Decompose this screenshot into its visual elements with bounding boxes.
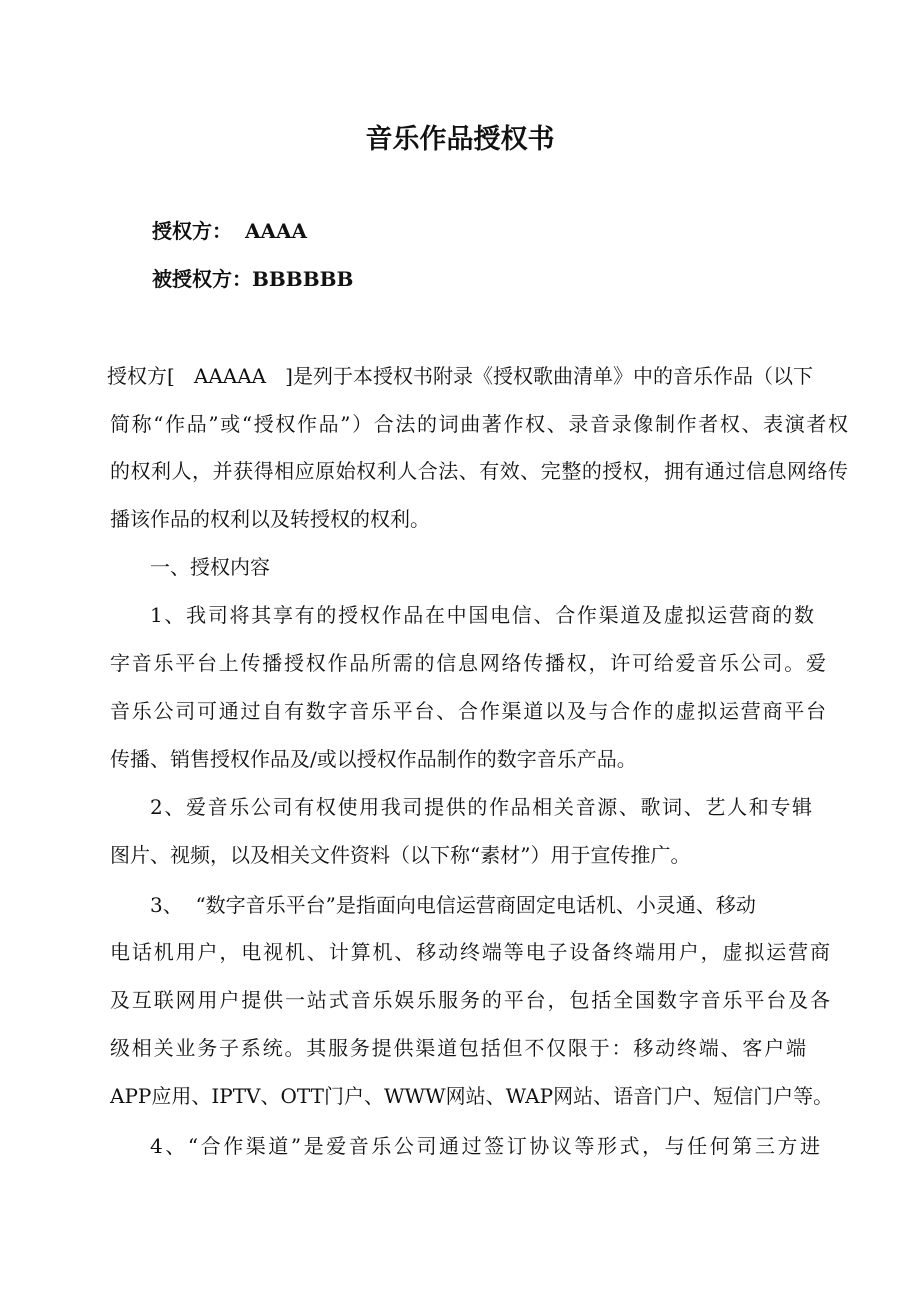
clause-3-line: APP应用、IPTV、OTT门户、WWW网站、WAP网站、语音门户、短信门户等。 [110, 1084, 834, 1108]
clause-3-line: 及互联网用户提供一站式音乐娱乐服务的平台，包括全国数字音乐平台及各 [110, 988, 830, 1012]
licensee-value: BBBBBB [252, 267, 354, 291]
clause-2-line: 2、爱音乐公司有权使用我司提供的作品相关音源、歌词、艺人和专辑 [150, 795, 812, 819]
clause-4-line: 4、“合作渠道”是爱音乐公司通过签订协议等形式，与任何第三方进 [150, 1134, 820, 1158]
clause-1-line: 音乐公司可通过自有数字音乐平台、合作渠道以及与合作的虚拟运营商平台 [110, 699, 826, 723]
licensee-label: 被授权方： [152, 267, 252, 291]
intro-line: 播该作品的权利以及转授权的权利。 [110, 507, 430, 531]
clause-2-line: 图片、视频，以及相关文件资料（以下称“素材”）用于宣传推广。 [110, 843, 691, 867]
clause-1-line: 传播、销售授权作品及/或以授权作品制作的数字音乐产品。 [110, 747, 637, 771]
clause-3-line: 电话机用户，电视机、计算机、移动终端等电子设备终端用户，虚拟运营商 [110, 940, 830, 964]
licensor-line [152, 218, 307, 244]
intro-line: 简称“作品”或“授权作品”）合法的词曲著作权、录音录像制作者权、表演者权 [110, 412, 848, 436]
intro-line: 的权利人，并获得相应原始权利人合法、有效、完整的授权，拥有通过信息网络传 [110, 459, 848, 483]
document-title: 音乐作品授权书 [365, 124, 555, 155]
licensor-value: AAAA [244, 219, 308, 243]
clause-3-line: 级相关业务子系统。其服务提供渠道包括但不仅限于：移动终端、客户端 [110, 1036, 806, 1060]
intro-line: 授权方[ AAAAA ]是列于本授权书附录《授权歌曲清单》中的音乐作品（以下 [107, 364, 813, 388]
clause-3-line: 3、 “数字音乐平台”是指面向电信运营商固定电话机、小灵通、移动 [150, 893, 756, 917]
section-heading: 一、授权内容 [150, 555, 270, 579]
clause-1-line: 字音乐平台上传播授权作品所需的信息网络传播权，许可给爱音乐公司。爱 [110, 651, 826, 675]
licensor-label: 授权方： [152, 219, 232, 243]
licensee-line [152, 266, 353, 292]
clause-1-line: 1、我司将其享有的授权作品在中国电信、合作渠道及虚拟运营商的数 [150, 603, 814, 627]
